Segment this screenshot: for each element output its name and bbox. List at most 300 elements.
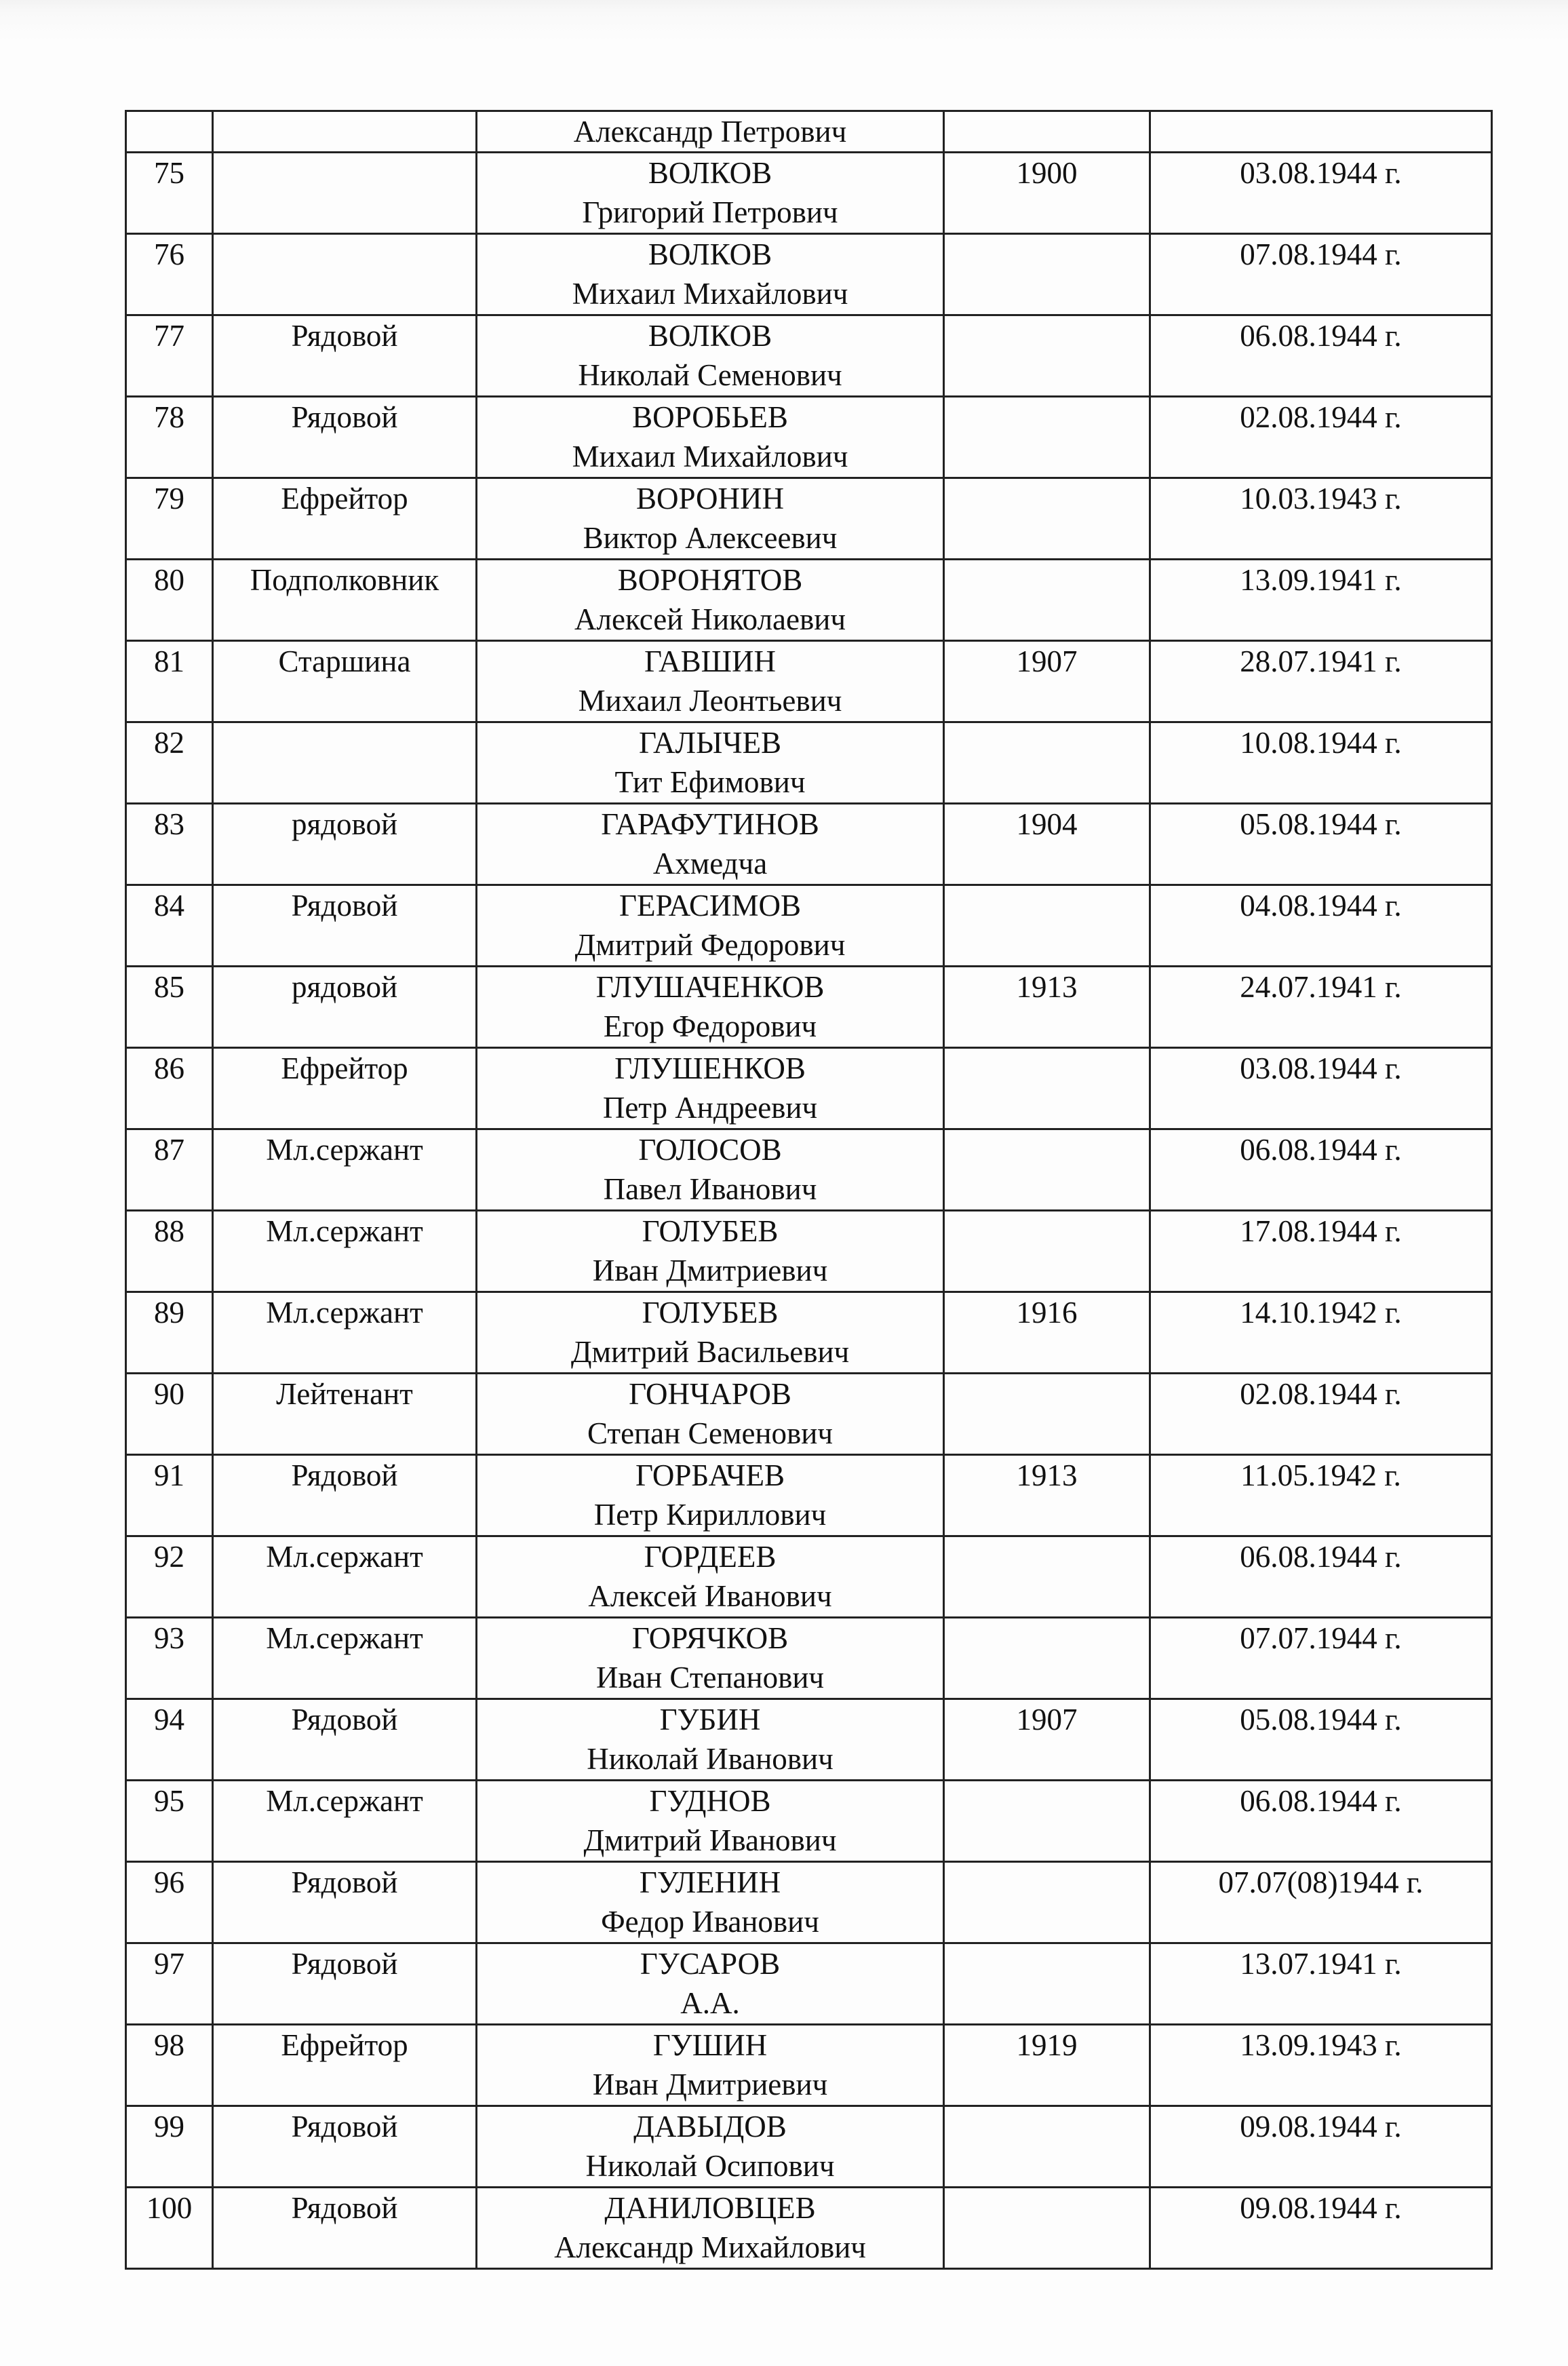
table-row xyxy=(126,560,1492,641)
row-surname: ГАВШИН xyxy=(644,644,777,678)
row-rank: Рядовой xyxy=(291,1458,398,1492)
row-number-cell xyxy=(126,1536,213,1618)
row-death-date: 13.09.1943 г. xyxy=(1240,2028,1402,2062)
table-row xyxy=(126,2106,1492,2188)
row-rank xyxy=(214,153,475,193)
table-row xyxy=(126,1292,1492,1374)
row-number: 96 xyxy=(154,1865,184,1899)
row-number: 89 xyxy=(154,1296,184,1330)
row-birth-year-cell xyxy=(944,2188,1150,2269)
row-birth-year-cell xyxy=(944,1781,1150,1862)
row-name-cell xyxy=(477,1699,944,1781)
table-row xyxy=(126,2025,1492,2106)
row-surname: ВОРОНЯТОВ xyxy=(617,563,803,597)
row-rank: Рядовой xyxy=(291,1703,398,1737)
row-birth-year xyxy=(945,316,1149,355)
row-rank-cell xyxy=(213,560,477,641)
row-birth-year xyxy=(945,479,1149,518)
roster-body xyxy=(126,111,1492,2269)
row-surname: ГЛУШАЧЕНКОВ xyxy=(595,970,825,1004)
row-name-cell xyxy=(477,1129,944,1211)
row-name-cell xyxy=(477,1455,944,1536)
row-surname: ГОЛУБЕВ xyxy=(642,1296,779,1330)
table-row xyxy=(126,478,1492,560)
row-name-cell xyxy=(477,478,944,560)
row-death-date: 28.07.1941 г. xyxy=(1240,644,1402,678)
row-death-date-cell xyxy=(1150,153,1492,234)
row-death-date: 13.07.1941 г. xyxy=(1240,1947,1402,1981)
row-birth-year: 1913 xyxy=(1016,970,1078,1004)
row-death-date: 10.08.1944 г. xyxy=(1240,726,1402,760)
row-rank-cell xyxy=(213,804,477,885)
row-rank: Ефрейтор xyxy=(281,482,408,516)
row-birth-year-cell xyxy=(944,1699,1150,1781)
row-given-names: Михаил Михайлович xyxy=(572,440,848,473)
row-birth-year-cell xyxy=(944,315,1150,397)
row-surname: ГУСАРОВ xyxy=(640,1947,781,1981)
row-death-date-cell xyxy=(1150,1781,1492,1862)
row-number: 76 xyxy=(154,237,184,271)
row-birth-year: 1919 xyxy=(1016,2028,1078,2062)
row-birth-year-cell xyxy=(944,1292,1150,1374)
row-birth-year-cell xyxy=(944,967,1150,1048)
row-number: 75 xyxy=(154,156,184,190)
carryover-year-cell xyxy=(944,111,1150,153)
table-row xyxy=(126,967,1492,1048)
row-surname: ГУБИН xyxy=(659,1703,761,1737)
carryover-row xyxy=(126,111,1492,153)
row-death-date-cell xyxy=(1150,967,1492,1048)
row-death-date-cell xyxy=(1150,1211,1492,1292)
row-surname: ГОРДЕЕВ xyxy=(644,1540,777,1574)
table-row xyxy=(126,1699,1492,1781)
row-birth-year-cell xyxy=(944,885,1150,967)
row-given-names: Ахмедча xyxy=(652,847,768,880)
row-number-cell xyxy=(126,1129,213,1211)
row-surname: ГОЛОСОВ xyxy=(638,1133,782,1167)
row-given-names: Степан Семенович xyxy=(587,1416,833,1450)
row-surname: ГУЛЕНИН xyxy=(639,1865,781,1899)
row-rank-cell xyxy=(213,1048,477,1129)
row-name-cell xyxy=(477,722,944,804)
row-surname: ГУДНОВ xyxy=(649,1784,771,1818)
row-death-date-cell xyxy=(1150,234,1492,315)
row-rank: рядовой xyxy=(291,970,398,1004)
row-birth-year-cell xyxy=(944,560,1150,641)
row-birth-year-cell xyxy=(944,397,1150,478)
row-rank-cell xyxy=(213,1862,477,1943)
row-number-cell xyxy=(126,1699,213,1781)
row-birth-year-cell xyxy=(944,1374,1150,1455)
row-name-cell xyxy=(477,1211,944,1292)
row-birth-year xyxy=(945,1374,1149,1414)
row-death-date: 05.08.1944 г. xyxy=(1240,807,1402,841)
row-number-cell xyxy=(126,397,213,478)
row-name-cell xyxy=(477,641,944,722)
row-number-cell xyxy=(126,560,213,641)
row-birth-year xyxy=(945,1781,1149,1821)
row-number: 100 xyxy=(146,2191,193,2225)
row-rank-cell xyxy=(213,1943,477,2025)
row-death-date: 07.08.1944 г. xyxy=(1240,237,1402,271)
row-rank: Мл.сержант xyxy=(266,1621,423,1655)
row-number: 79 xyxy=(154,482,184,516)
row-surname: ГАРАФУТИНОВ xyxy=(601,807,819,841)
row-number-cell xyxy=(126,153,213,234)
row-number-cell xyxy=(126,315,213,397)
row-number: 80 xyxy=(154,563,184,597)
row-birth-year xyxy=(945,1211,1149,1251)
row-rank-cell xyxy=(213,967,477,1048)
row-rank: Старшина xyxy=(278,644,411,678)
row-given-names: Михаил Михайлович xyxy=(572,277,848,311)
row-given-names: Иван Дмитриевич xyxy=(592,1254,828,1287)
row-given-names: Егор Федорович xyxy=(603,1009,817,1043)
row-rank: рядовой xyxy=(291,807,398,841)
row-given-names: Алексей Иванович xyxy=(588,1579,832,1613)
row-birth-year xyxy=(945,560,1149,600)
row-death-date-cell xyxy=(1150,804,1492,885)
row-number: 91 xyxy=(154,1458,184,1492)
row-birth-year-cell xyxy=(944,153,1150,234)
row-rank-cell xyxy=(213,1211,477,1292)
table-row xyxy=(126,1943,1492,2025)
row-death-date: 07.07(08)1944 г. xyxy=(1218,1865,1424,1899)
row-rank: Рядовой xyxy=(291,400,398,434)
row-death-date: 06.08.1944 г. xyxy=(1240,1133,1402,1167)
row-number: 99 xyxy=(154,2110,184,2144)
row-number-cell xyxy=(126,1455,213,1536)
row-number: 90 xyxy=(154,1377,184,1411)
row-rank: Рядовой xyxy=(291,1947,398,1981)
row-surname: ГЕРАСИМОВ xyxy=(619,889,802,923)
row-name-cell xyxy=(477,967,944,1048)
row-rank-cell xyxy=(213,478,477,560)
row-birth-year xyxy=(945,1863,1149,1902)
row-rank: Лейтенант xyxy=(276,1377,413,1411)
row-birth-year xyxy=(945,1049,1149,1088)
row-rank: Мл.сержант xyxy=(266,1784,423,1818)
row-birth-year-cell xyxy=(944,2025,1150,2106)
row-name-cell xyxy=(477,153,944,234)
casualty-roster-table xyxy=(125,110,1493,2270)
row-rank-cell xyxy=(213,153,477,234)
row-rank-cell xyxy=(213,1618,477,1699)
table-row xyxy=(126,1374,1492,1455)
row-rank: Рядовой xyxy=(291,2191,398,2225)
row-rank-cell xyxy=(213,885,477,967)
carryover-name-cell xyxy=(477,111,944,153)
row-death-date: 06.08.1944 г. xyxy=(1240,1540,1402,1574)
row-rank: Рядовой xyxy=(291,2110,398,2144)
row-birth-year-cell xyxy=(944,1536,1150,1618)
row-name-cell xyxy=(477,2025,944,2106)
row-birth-year xyxy=(945,886,1149,925)
row-number: 94 xyxy=(154,1703,184,1737)
row-death-date-cell xyxy=(1150,1292,1492,1374)
row-given-names: Иван Степанович xyxy=(595,1661,825,1694)
row-birth-year xyxy=(945,1944,1149,1983)
row-name-cell xyxy=(477,234,944,315)
row-given-names: Михаил Леонтьевич xyxy=(578,684,842,718)
row-birth-year: 1900 xyxy=(1016,156,1078,190)
row-given-names: Николай Семенович xyxy=(578,358,842,392)
row-rank-cell xyxy=(213,641,477,722)
row-death-date: 09.08.1944 г. xyxy=(1240,2110,1402,2144)
row-rank: Рядовой xyxy=(291,889,398,923)
table-row xyxy=(126,641,1492,722)
row-birth-year: 1907 xyxy=(1016,644,1078,678)
row-rank-cell xyxy=(213,722,477,804)
row-given-names: Петр Кириллович xyxy=(593,1498,827,1532)
row-death-date: 02.08.1944 г. xyxy=(1240,1377,1402,1411)
table-row xyxy=(126,1048,1492,1129)
row-birth-year xyxy=(945,1618,1149,1658)
row-given-names: Федор Иванович xyxy=(601,1905,819,1939)
row-birth-year xyxy=(945,2107,1149,2146)
row-death-date: 09.08.1944 г. xyxy=(1240,2191,1402,2225)
table-row xyxy=(126,1862,1492,1943)
row-surname: ВОРОБЬЕВ xyxy=(632,400,788,434)
row-surname: ВОЛКОВ xyxy=(648,156,772,190)
row-surname: ВОЛКОВ xyxy=(648,319,772,353)
row-rank: Мл.сержант xyxy=(266,1540,423,1574)
row-given-names: Григорий Петрович xyxy=(582,195,838,229)
row-death-date-cell xyxy=(1150,1455,1492,1536)
row-death-date-cell xyxy=(1150,885,1492,967)
scan-edge-shading xyxy=(0,0,1568,41)
row-death-date: 07.07.1944 г. xyxy=(1240,1621,1402,1655)
row-given-names: Николай Осипович xyxy=(585,2149,835,2183)
row-surname: ГАЛЫЧЕВ xyxy=(638,726,782,760)
row-death-date-cell xyxy=(1150,722,1492,804)
row-number: 92 xyxy=(154,1540,184,1574)
table-row xyxy=(126,2188,1492,2269)
row-number: 78 xyxy=(154,400,184,434)
row-surname: ДАВЫДОВ xyxy=(633,2110,787,2144)
row-number-cell xyxy=(126,2025,213,2106)
row-birth-year xyxy=(945,2188,1149,2228)
row-number: 82 xyxy=(154,726,184,760)
row-death-date: 03.08.1944 г. xyxy=(1240,156,1402,190)
row-surname: ГУШИН xyxy=(652,2028,768,2062)
row-birth-year: 1913 xyxy=(1016,1458,1078,1492)
row-name-cell xyxy=(477,1374,944,1455)
table-row xyxy=(126,397,1492,478)
row-birth-year-cell xyxy=(944,1618,1150,1699)
row-number: 77 xyxy=(154,319,184,353)
row-death-date: 13.09.1941 г. xyxy=(1240,563,1402,597)
row-birth-year xyxy=(945,1130,1149,1169)
table-row xyxy=(126,315,1492,397)
row-birth-year xyxy=(945,397,1149,437)
row-death-date: 02.08.1944 г. xyxy=(1240,400,1402,434)
carryover-number-cell xyxy=(126,111,213,153)
row-death-date-cell xyxy=(1150,397,1492,478)
row-given-names: Алексей Николаевич xyxy=(574,602,846,636)
row-rank: Ефрейтор xyxy=(281,2028,408,2062)
row-birth-year: 1907 xyxy=(1016,1703,1078,1737)
row-number-cell xyxy=(126,967,213,1048)
row-surname: ГОРБАЧЕВ xyxy=(635,1458,785,1492)
row-death-date: 04.08.1944 г. xyxy=(1240,889,1402,923)
row-birth-year-cell xyxy=(944,641,1150,722)
row-surname: ГОНЧАРОВ xyxy=(629,1377,791,1411)
row-number-cell xyxy=(126,1781,213,1862)
row-death-date-cell xyxy=(1150,1943,1492,2025)
row-name-cell xyxy=(477,315,944,397)
table-row xyxy=(126,1536,1492,1618)
row-rank-cell xyxy=(213,1781,477,1862)
row-rank-cell xyxy=(213,1536,477,1618)
row-birth-year-cell xyxy=(944,1211,1150,1292)
row-death-date: 14.10.1942 г. xyxy=(1240,1296,1402,1330)
table-row xyxy=(126,804,1492,885)
row-death-date: 06.08.1944 г. xyxy=(1240,1784,1402,1818)
row-number: 83 xyxy=(154,807,184,841)
row-death-date-cell xyxy=(1150,641,1492,722)
table-row xyxy=(126,1129,1492,1211)
row-number-cell xyxy=(126,2106,213,2188)
row-name-cell xyxy=(477,2188,944,2269)
row-name-cell xyxy=(477,1862,944,1943)
row-rank-cell xyxy=(213,1129,477,1211)
row-given-names: Петр Андреевич xyxy=(602,1091,818,1125)
row-number-cell xyxy=(126,1211,213,1292)
row-name-cell xyxy=(477,885,944,967)
row-birth-year xyxy=(945,723,1149,762)
row-rank: Рядовой xyxy=(291,1865,398,1899)
row-name-cell xyxy=(477,1781,944,1862)
row-number-cell xyxy=(126,1048,213,1129)
row-surname: ВОЛКОВ xyxy=(648,237,772,271)
row-rank xyxy=(214,723,475,762)
row-death-date-cell xyxy=(1150,2106,1492,2188)
row-given-names: Дмитрий Иванович xyxy=(583,1823,837,1857)
table-row xyxy=(126,1618,1492,1699)
carryover-date-cell xyxy=(1150,111,1492,153)
row-rank-cell xyxy=(213,397,477,478)
row-number-cell xyxy=(126,1292,213,1374)
row-surname: ГЛУШЕНКОВ xyxy=(614,1051,806,1085)
row-number-cell xyxy=(126,722,213,804)
row-rank-cell xyxy=(213,1699,477,1781)
row-number: 88 xyxy=(154,1214,184,1248)
row-death-date: 10.03.1943 г. xyxy=(1240,482,1402,516)
row-birth-year-cell xyxy=(944,1048,1150,1129)
row-name-cell xyxy=(477,804,944,885)
row-death-date-cell xyxy=(1150,560,1492,641)
row-name-cell xyxy=(477,1943,944,2025)
row-rank-cell xyxy=(213,2188,477,2269)
row-rank: Ефрейтор xyxy=(281,1051,408,1085)
row-given-names: Александр Михайлович xyxy=(554,2230,866,2264)
row-death-date-cell xyxy=(1150,1129,1492,1211)
row-given-names: Виктор Алексеевич xyxy=(583,521,838,555)
row-death-date: 03.08.1944 г. xyxy=(1240,1051,1402,1085)
row-name-cell xyxy=(477,560,944,641)
row-death-date: 06.08.1944 г. xyxy=(1240,319,1402,353)
row-death-date-cell xyxy=(1150,478,1492,560)
row-number-cell xyxy=(126,641,213,722)
row-death-date-cell xyxy=(1150,1374,1492,1455)
row-name-cell xyxy=(477,1536,944,1618)
row-surname: ГОРЯЧКОВ xyxy=(631,1621,789,1655)
row-death-date-cell xyxy=(1150,1048,1492,1129)
row-number: 98 xyxy=(154,2028,184,2062)
table-row xyxy=(126,1781,1492,1862)
row-number: 81 xyxy=(154,644,184,678)
row-number-cell xyxy=(126,885,213,967)
row-given-names: Дмитрий Федорович xyxy=(574,928,846,962)
row-number: 97 xyxy=(154,1947,184,1981)
row-number: 93 xyxy=(154,1621,184,1655)
row-rank: Мл.сержант xyxy=(266,1133,423,1167)
row-birth-year: 1904 xyxy=(1016,807,1078,841)
row-given-names: Николай Иванович xyxy=(587,1742,834,1776)
table-row xyxy=(126,722,1492,804)
row-number: 95 xyxy=(154,1784,184,1818)
row-death-date-cell xyxy=(1150,1618,1492,1699)
row-given-names: А.А. xyxy=(680,1986,740,2020)
row-death-date-cell xyxy=(1150,2025,1492,2106)
row-death-date: 11.05.1942 г. xyxy=(1240,1458,1401,1492)
table-row xyxy=(126,234,1492,315)
row-death-date-cell xyxy=(1150,315,1492,397)
row-surname: ВОРОНИН xyxy=(635,482,785,516)
row-rank-cell xyxy=(213,315,477,397)
row-death-date: 17.08.1944 г. xyxy=(1240,1214,1402,1248)
row-rank-cell xyxy=(213,234,477,315)
row-death-date-cell xyxy=(1150,1699,1492,1781)
row-given-names: Дмитрий Васильевич xyxy=(570,1335,850,1369)
row-given-names: Павел Иванович xyxy=(603,1172,817,1206)
row-rank-cell xyxy=(213,1455,477,1536)
row-birth-year-cell xyxy=(944,2106,1150,2188)
row-birth-year-cell xyxy=(944,234,1150,315)
row-birth-year-cell xyxy=(944,722,1150,804)
row-birth-year-cell xyxy=(944,1862,1150,1943)
row-number: 84 xyxy=(154,889,184,923)
row-birth-year-cell xyxy=(944,1129,1150,1211)
row-birth-year-cell xyxy=(944,1455,1150,1536)
row-rank: Мл.сержант xyxy=(266,1214,423,1248)
row-rank-cell xyxy=(213,2106,477,2188)
row-number-cell xyxy=(126,1618,213,1699)
row-name-cell xyxy=(477,1048,944,1129)
row-rank: Рядовой xyxy=(291,319,398,353)
row-rank-cell xyxy=(213,2025,477,2106)
row-number-cell xyxy=(126,1862,213,1943)
row-name-cell xyxy=(477,1618,944,1699)
row-rank-cell xyxy=(213,1292,477,1374)
row-number: 87 xyxy=(154,1133,184,1167)
row-surname: ДАНИЛОВЦЕВ xyxy=(604,2191,816,2225)
row-number: 85 xyxy=(154,970,184,1004)
row-death-date-cell xyxy=(1150,1862,1492,1943)
row-rank-cell xyxy=(213,1374,477,1455)
row-number-cell xyxy=(126,478,213,560)
table-row xyxy=(126,885,1492,967)
row-number: 86 xyxy=(154,1051,184,1085)
carryover-name-line: Александр Петрович xyxy=(573,115,847,149)
table-row xyxy=(126,1211,1492,1292)
row-rank: Мл.сержант xyxy=(266,1296,423,1330)
row-death-date: 05.08.1944 г. xyxy=(1240,1703,1402,1737)
row-birth-year-cell xyxy=(944,478,1150,560)
row-number-cell xyxy=(126,1374,213,1455)
row-death-date: 24.07.1941 г. xyxy=(1240,970,1402,1004)
